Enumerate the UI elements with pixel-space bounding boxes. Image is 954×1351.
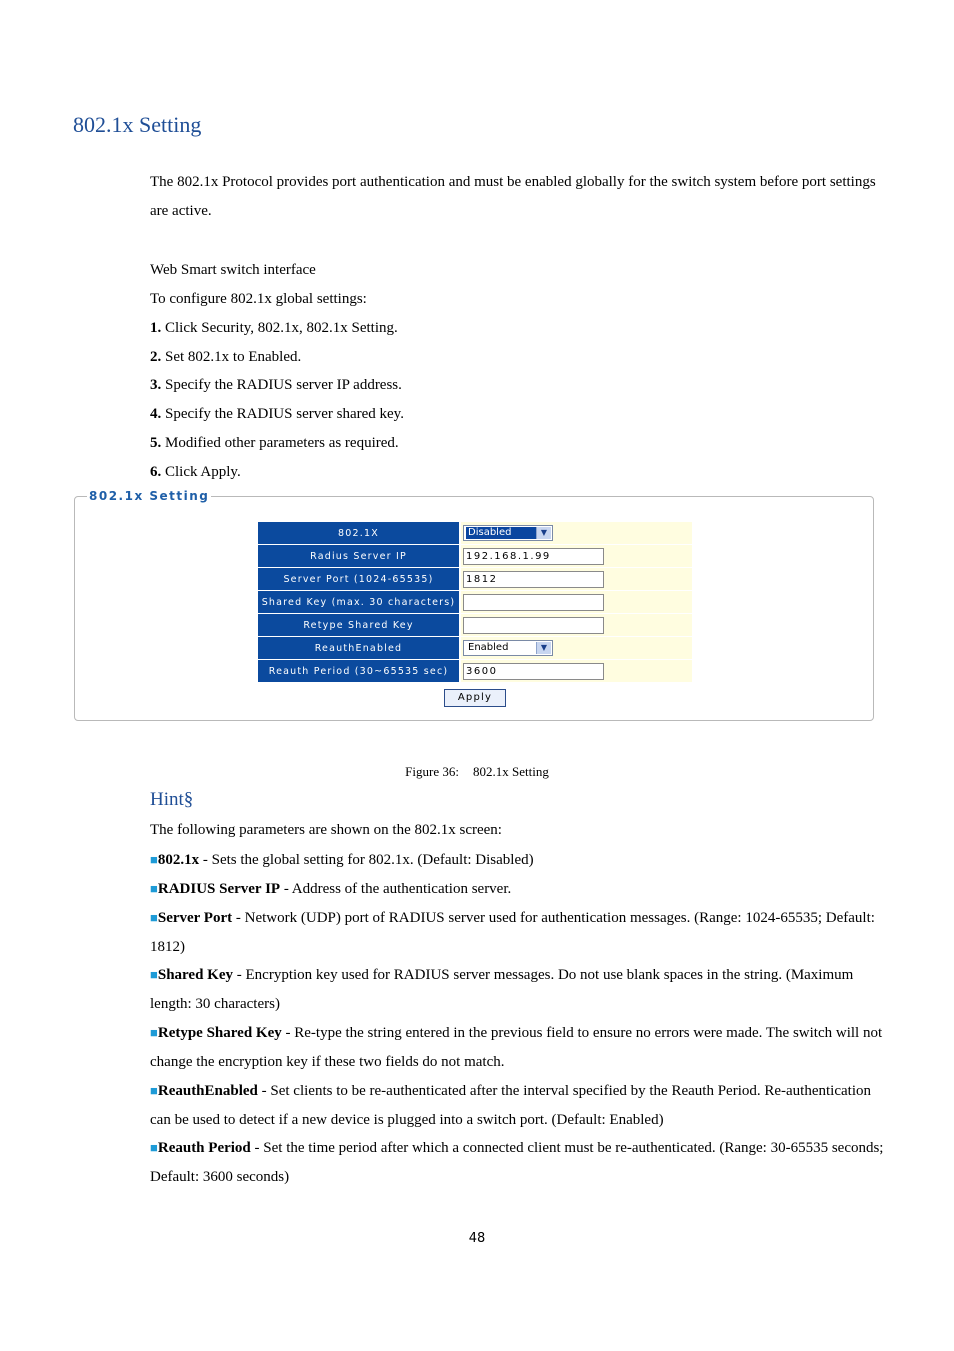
row-reauth-enabled (258, 637, 692, 660)
label-reauth-enabled: ReauthEnabled (258, 637, 460, 660)
row-shared-key (258, 591, 692, 614)
reauth-period-input[interactable]: 3600 (463, 663, 604, 680)
8021x-select-value: Disabled (466, 527, 536, 539)
label-8021x: 802.1X (258, 522, 460, 545)
panel-legend: 802.1x Setting (89, 489, 210, 503)
hint-shared-key: ■Shared Key - Encryption key used for RADIUS server messages. Do not use blank spaces in the string. (Maximum length: 30 characters) (150, 967, 854, 1012)
page-title: 802.1x Setting (73, 112, 202, 137)
reauth-enabled-value: Enabled (468, 642, 509, 653)
hint-reauth-period: ■Reauth Period - Set the time period after which a connected client must be re-authenticated. (Range: 30-65535 seconds; Default: 3600 seconds) (150, 1140, 884, 1185)
label-server-port: Server Port (1024-65535) (258, 568, 460, 591)
row-8021x (258, 522, 692, 545)
hint-intro: The following parameters are shown on the 802.1x screen: (150, 822, 502, 838)
settings-table (258, 522, 692, 683)
bullet-icon: ■ (150, 1025, 158, 1040)
8021x-select[interactable] (463, 525, 553, 541)
apply-button[interactable]: Apply (444, 689, 506, 707)
bullet-icon: ■ (150, 852, 158, 867)
step-2: 2. Set 802.1x to Enabled. (150, 349, 302, 365)
reauth-enabled-select[interactable] (463, 640, 553, 656)
step-4: 4. Specify the RADIUS server shared key. (150, 406, 404, 422)
label-shared-key: Shared Key (max. 30 characters) (258, 591, 460, 614)
retype-key-input[interactable] (463, 617, 604, 634)
step-6: 6. Click Apply. (150, 464, 241, 480)
server-port-input[interactable]: 1812 (463, 571, 604, 588)
label-reauth-period: Reauth Period (30~65535 sec) (258, 660, 460, 683)
step-3: 3. Specify the RADIUS server IP address. (150, 377, 402, 393)
label-radius-ip: Radius Server IP (258, 545, 460, 568)
figure-caption: Figure 36: 802.1x Setting (405, 764, 549, 779)
intro-paragraph: The 802.1x Protocol provides port authentication and must be enabled globally for the switch system before port settings are active. (150, 174, 876, 219)
bullet-icon: ■ (150, 967, 158, 982)
shared-key-input[interactable] (463, 594, 604, 611)
interface-label: Web Smart switch interface (150, 262, 316, 278)
hint-retype-key: ■Retype Shared Key - Re-type the string entered in the previous field to ensure no errors were made. The switch will not change the encryption key if these two fields do not match. (150, 1025, 883, 1070)
chevron-down-icon[interactable]: ▼ (536, 527, 551, 539)
row-reauth-period (258, 660, 692, 683)
hint-server-port: ■Server Port - Network (UDP) port of RADIUS server used for authentication messages. (Range: 1024-65535; Default: 1812) (150, 910, 875, 955)
hint-reauth-enabled: ■ReauthEnabled - Set clients to be re-authenticated after the interval specified by the Reauth Period. Re-authentication can be used to detect if a new device is plugged into a switch port. (Default: Enabled) (150, 1083, 871, 1128)
step-1: 1. Click Security, 802.1x, 802.1x Setting. (150, 320, 398, 336)
row-radius-ip (258, 545, 692, 568)
page-number: 48 (468, 1231, 486, 1246)
bullet-icon: ■ (150, 1083, 158, 1098)
chevron-down-icon[interactable]: ▼ (536, 642, 551, 654)
bullet-icon: ■ (150, 910, 158, 925)
row-retype-key (258, 614, 692, 637)
step-5: 5. Modified other parameters as required. (150, 435, 399, 451)
bullet-icon: ■ (150, 881, 158, 896)
configure-label: To configure 802.1x global settings: (150, 291, 367, 307)
bullet-icon: ■ (150, 1140, 158, 1155)
hint-8021x: ■802.1x - Sets the global setting for 802.1x. (Default: Disabled) (150, 852, 534, 868)
radius-ip-input[interactable]: 192.168.1.99 (463, 548, 604, 565)
hint-radius-ip: ■RADIUS Server IP - Address of the authentication server. (150, 881, 512, 897)
row-server-port (258, 568, 692, 591)
label-retype-key: Retype Shared Key (258, 614, 460, 637)
hint-title: Hint§ (150, 789, 194, 810)
